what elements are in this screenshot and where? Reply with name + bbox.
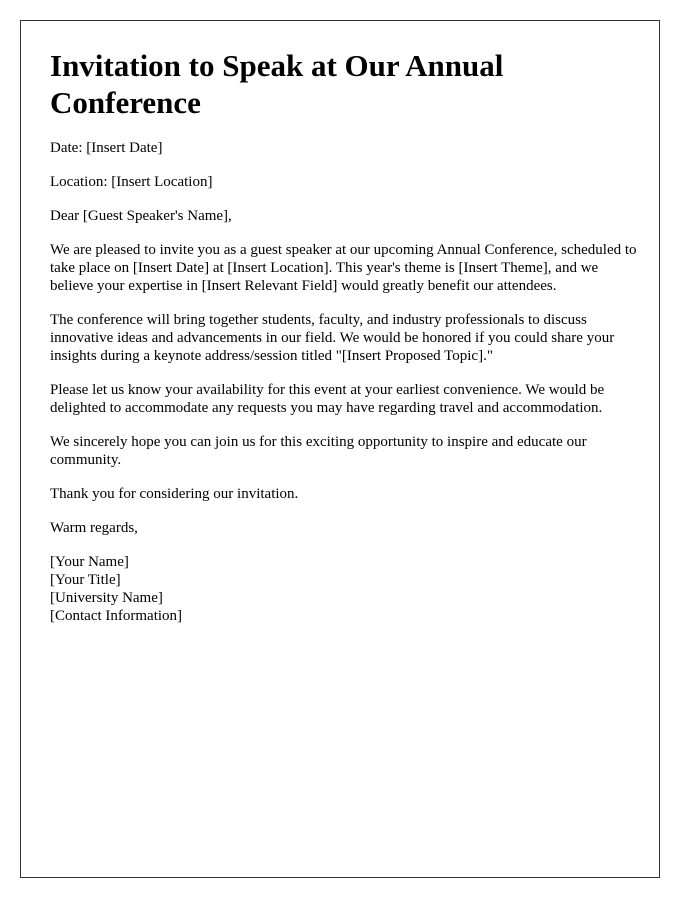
signature-university: [University Name] (50, 590, 163, 606)
date-line: Date: [Insert Date] (50, 140, 163, 156)
body-paragraph-2: The conference will bring together students, faculty, and industry professionals to discuss innovative ideas and advancements in our field. We would be honored if you could share your insights during a keynote address/session titled "[Insert Proposed Topic]." (50, 312, 615, 364)
signature-contact: [Contact Information] (50, 608, 183, 624)
closing-line: Warm regards, (50, 520, 138, 536)
location-line: Location: [Insert Location] (50, 174, 213, 190)
body-paragraph-4: We sincerely hope you can join us for this exciting opportunity to inspire and educate our community. (50, 434, 587, 468)
signature-title: [Your Title] (50, 572, 121, 588)
signature-block (50, 553, 640, 625)
signature-name: [Your Name] (50, 554, 129, 570)
salutation: Dear [Guest Speaker's Name], (50, 208, 232, 224)
thanks-line: Thank you for considering our invitation. (50, 486, 299, 502)
letter-title: Invitation to Speak at Our Annual Conference (50, 48, 504, 120)
letter-content (50, 47, 640, 625)
body-paragraph-3: Please let us know your availability for this event at your earliest convenience. We would be delighted to accommodate any requests you may have regarding travel and accommodation. (50, 382, 605, 416)
body-paragraph-1: We are pleased to invite you as a guest speaker at our upcoming Annual Conference, scheduled to take place on [Insert Date] at [Insert Location]. This year's theme is [Insert Theme], and we believe your expertise in [Insert Relevant Field] would greatly benefit our attendees. (50, 242, 637, 294)
letter-page (20, 20, 660, 878)
